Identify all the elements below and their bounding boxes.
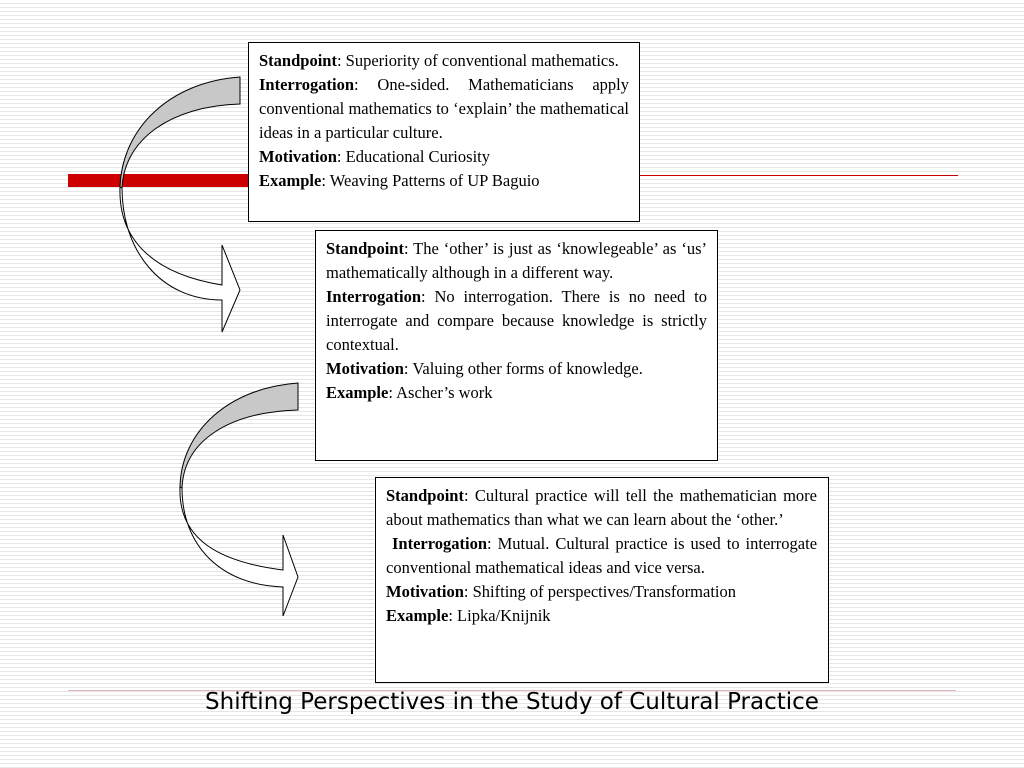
slide-title: Shifting Perspectives in the Study of Cultural Practice xyxy=(205,689,819,715)
curved-arrow-2-top xyxy=(180,383,298,488)
perspective-box-2 xyxy=(315,230,718,461)
standpoint-line: Standpoint: Superiority of conventional mathematics. xyxy=(259,51,619,70)
motivation-line: Motivation: Shifting of perspectives/Transformation xyxy=(386,582,736,601)
curved-arrow-1-bottom xyxy=(120,187,240,332)
example-line: Example: Lipka/Knijnik xyxy=(386,606,551,625)
interrogation-line: Interrogation: One-sided. Mathematicians apply conventional mathematics to ‘explain’ the mathematical ideas in a particular culture. xyxy=(259,75,629,142)
example-line: Example: Ascher’s work xyxy=(326,383,493,402)
curved-arrow-2-bottom xyxy=(180,487,298,616)
standpoint-line: Standpoint: Cultural practice will tell the mathematician more about mathematics than what we can learn about the ‘other.’ xyxy=(386,486,817,529)
example-line: Example: Weaving Patterns of UP Baguio xyxy=(259,171,540,190)
motivation-line: Motivation: Valuing other forms of knowledge. xyxy=(326,359,643,378)
curved-arrow-1-top xyxy=(120,77,240,188)
perspective-box-1 xyxy=(248,42,640,222)
standpoint-line: Standpoint: The ‘other’ is just as ‘knowlegeable’ as ‘us’ mathematically although in a different way. xyxy=(326,239,707,282)
interrogation-line: Interrogation: No interrogation. There is no need to interrogate and compare because knowledge is strictly contextual. xyxy=(326,287,707,354)
perspective-box-3 xyxy=(375,477,829,683)
interrogation-line: Interrogation: Mutual. Cultural practice is used to interrogate conventional mathematical ideas and vice versa. xyxy=(386,534,818,577)
motivation-line: Motivation: Educational Curiosity xyxy=(259,147,490,166)
